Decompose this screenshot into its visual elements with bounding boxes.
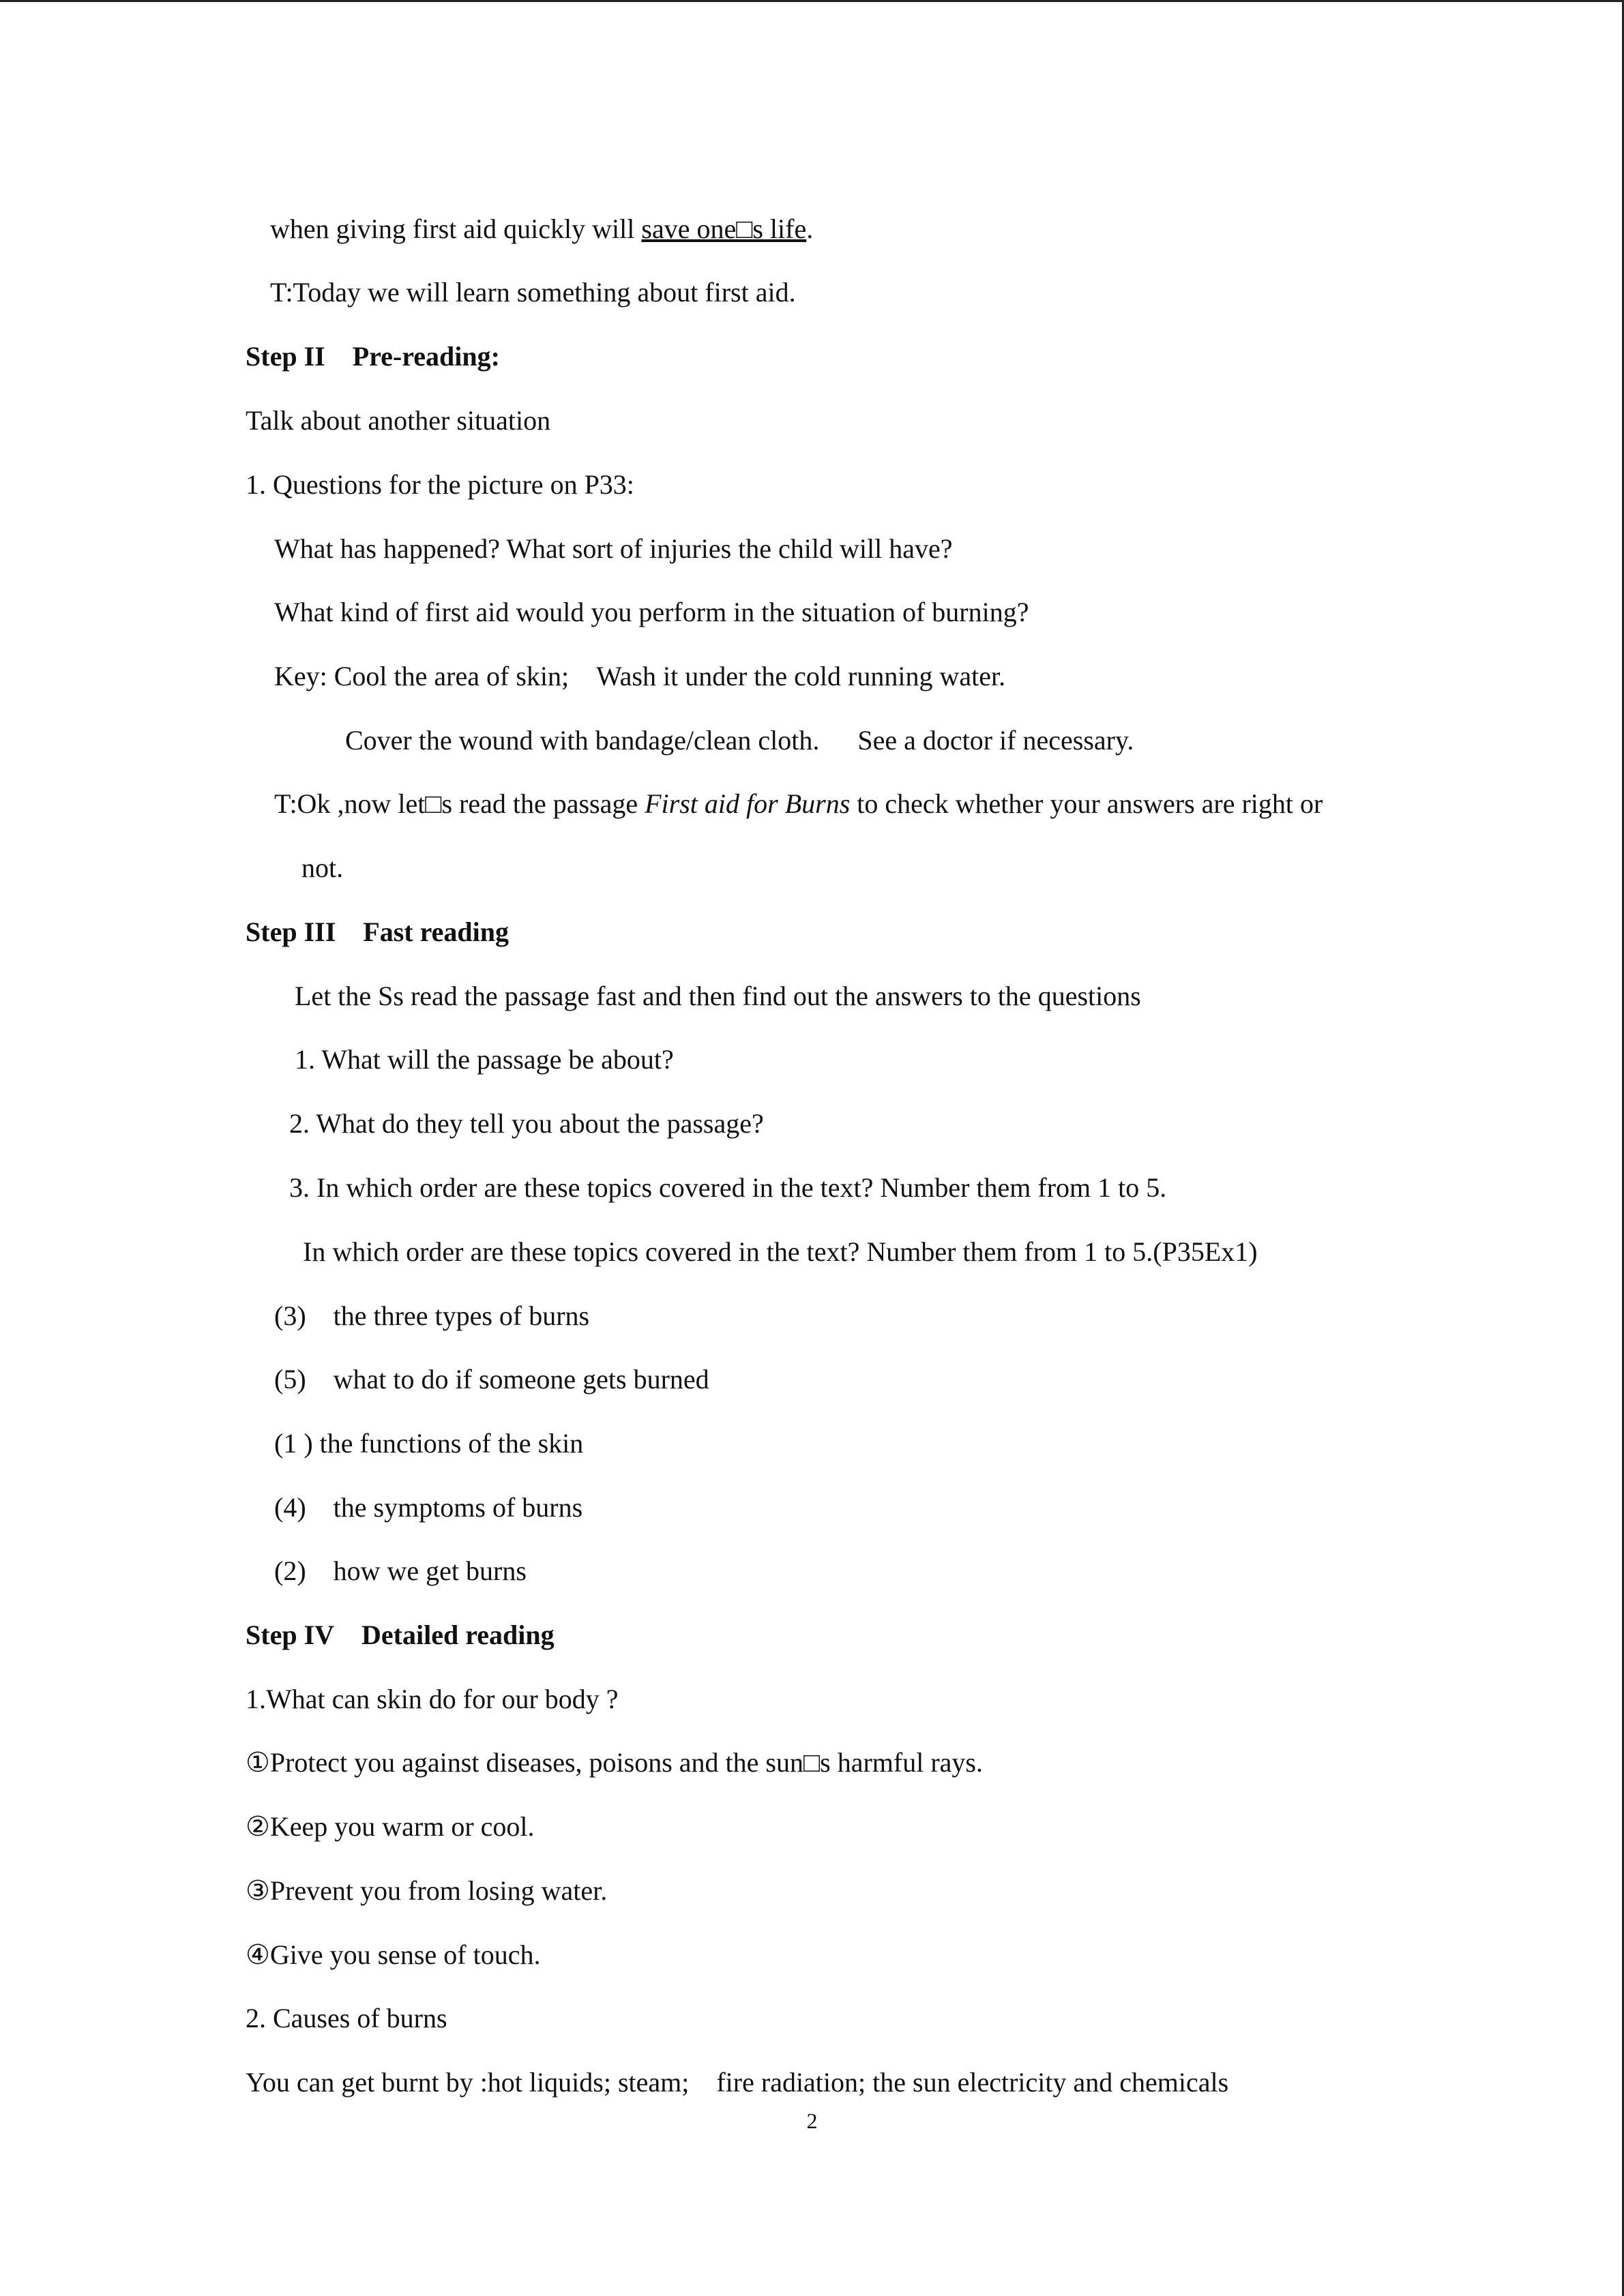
skin-function-item: ③Prevent you from losing water. [246,1875,608,1906]
text-line-what-happened: What has happened? What sort of injuries the child will have? [274,533,953,564]
topic-number: (4) [274,1492,306,1523]
text-line-causes: 2. Causes of burns [246,2003,447,2033]
text-line-talk-about: Talk about another situation [246,405,551,436]
topic-item [274,1491,582,1524]
text-segment: when giving first aid quickly will [270,213,642,244]
step-title: Pre-reading: [352,341,500,372]
topic-text: the three types of burns [333,1300,590,1331]
topic-text: the symptoms of burns [333,1492,583,1523]
question-1: 1. What will the passage be about? [295,1044,674,1075]
text-line-get-burnt [246,2066,1228,2099]
underlined-phrase: save one□s life [641,213,807,244]
text-line-order-topics: In which order are these topics covered in the text? Number them from 1 to 5.(P35Ex1) [303,1236,1258,1267]
topic-number: (2) [274,1555,306,1586]
skin-function-item: ①Protect you against diseases, poisons and the sun□s harmful rays. [246,1747,983,1778]
text-line-today: T:Today we will learn something about first aid. [270,277,796,308]
question-3: 3. In which order are these topics covered in the text? Number them from 1 to 5. [289,1172,1167,1203]
topic-text: what to do if someone gets burned [333,1364,709,1395]
text-segment: T:Ok ,now let□s read the passage [274,788,645,819]
text-line-read-passage [274,788,1323,820]
text-segment: . [806,213,814,244]
heading-step-2 [246,340,500,373]
topic-number: (3) [274,1300,306,1331]
text-segment: Cover the wound with bandage/clean cloth. [345,725,820,756]
topic-text: how we get burns [333,1555,527,1586]
step-number: Step II [246,341,325,372]
step-number: Step III [246,916,336,947]
heading-step-3 [246,916,509,949]
text-segment: Key: Cool the area of skin; [274,661,570,691]
text-segment: fire radiation; the sun electricity and chemicals [716,2067,1229,2098]
text-line-not: not. [301,852,344,883]
topic-item [274,1555,527,1587]
topic-item [274,1363,709,1396]
step-title: Detailed reading [361,1620,555,1650]
text-segment: Wash it under the cold running water. [596,661,1006,691]
topic-item [274,1300,589,1332]
top-border [0,0,1624,2]
text-segment: See a doctor if necessary. [857,725,1134,756]
step-title: Fast reading [363,916,509,947]
text-segment: You can get burnt by :hot liquids; steam; [246,2067,690,2098]
skin-function-item: ④Give you sense of touch. [246,1939,541,1970]
text-line-let-ss-read: Let the Ss read the passage fast and then find out the answers to the questions [295,981,1141,1011]
text-line-first-aid-life [270,213,813,245]
text-segment: to check whether your answers are right or [850,788,1323,819]
step-number: Step IV [246,1620,335,1650]
text-line-cover-wound [345,724,1134,757]
topic-number: (5) [274,1364,306,1395]
text-line-skin-question: 1.What can skin do for our body ? [246,1684,619,1714]
question-2: 2. What do they tell you about the passage? [289,1108,764,1139]
skin-function-item: ②Keep you warm or cool. [246,1811,535,1842]
text-line-what-kind: What kind of first aid would you perform in the situation of burning? [274,597,1029,627]
topic-item: (1 ) the functions of the skin [274,1428,584,1459]
heading-step-4 [246,1619,555,1652]
italic-title: First aid for Burns [645,788,851,819]
text-line-questions: 1. Questions for the picture on P33: [246,469,634,500]
page-number: 2 [806,2108,818,2133]
text-line-key [274,660,1005,693]
